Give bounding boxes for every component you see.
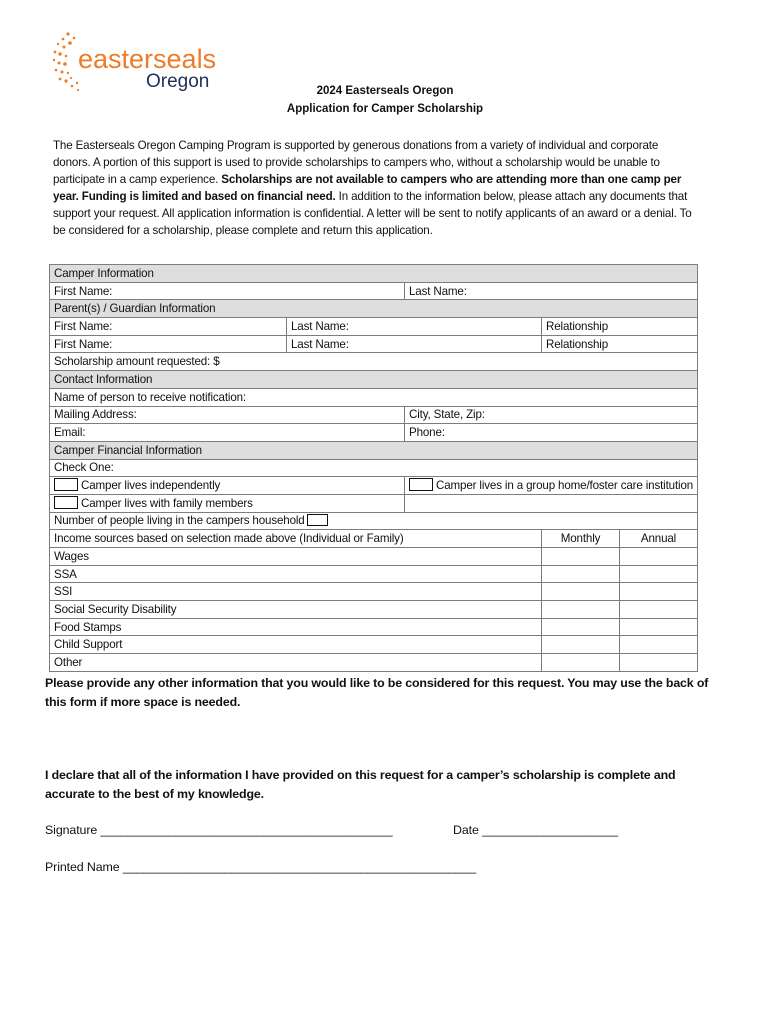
independent-label: Camper lives independently xyxy=(81,479,221,493)
income-source-label: Social Security Disability xyxy=(50,601,542,619)
income-source-rows xyxy=(50,548,698,672)
logo-region-text: Oregon xyxy=(146,71,210,92)
income-annual-cell[interactable] xyxy=(620,583,698,601)
mailing-address-field[interactable]: Mailing Address: xyxy=(50,406,405,424)
intro-text-2: In addition to the information below, please attach any documents that support your request. All application information is confidential. A letter will be sent to notify applicants of an award or a denial. To be considered for a scholarship, please complete and return this application. xyxy=(53,190,692,237)
section-contact-information: Contact Information xyxy=(50,371,698,389)
income-row xyxy=(50,583,698,601)
income-monthly-cell[interactable] xyxy=(542,548,620,566)
section-financial-information: Camper Financial Information xyxy=(50,441,698,459)
email-field[interactable]: Email: xyxy=(50,424,405,442)
document-title: 2024 Easterseals Oregon xyxy=(316,85,454,97)
intro-paragraph xyxy=(53,137,698,239)
income-monthly-cell[interactable] xyxy=(542,636,620,654)
income-annual-cell[interactable] xyxy=(620,654,698,672)
guardian2-relationship-field[interactable]: Relationship xyxy=(542,335,698,353)
income-monthly-cell[interactable] xyxy=(542,565,620,583)
monthly-header: Monthly xyxy=(542,530,620,548)
guardian1-relationship-field[interactable]: Relationship xyxy=(542,318,698,336)
signature-line[interactable]: Signature ___________________________________________ xyxy=(45,823,393,837)
intro-bold-text: Scholarships are not available to campers who are attending more than one camp per year. Funding is limited and based on financial need. xyxy=(53,173,682,203)
income-row xyxy=(50,636,698,654)
family-label: Camper lives with family members xyxy=(81,496,253,510)
scholarship-amount-field[interactable]: Scholarship amount requested: $ xyxy=(50,353,698,371)
group-home-label: Camper lives in a group home/foster care institution xyxy=(436,479,694,493)
income-source-label: Other xyxy=(50,654,542,672)
household-count-box[interactable] xyxy=(307,514,328,526)
income-source-label: SSI xyxy=(50,583,542,601)
empty-cell xyxy=(405,494,698,512)
document-subtitle: Application for Camper Scholarship xyxy=(286,103,484,115)
notification-name-field[interactable]: Name of person to receive notification: xyxy=(50,388,698,406)
income-annual-cell[interactable] xyxy=(620,548,698,566)
printed-name-line[interactable]: Printed Name ____________________________________________________ xyxy=(45,860,477,874)
sunburst-dots-icon xyxy=(53,32,79,91)
family-checkbox[interactable] xyxy=(54,496,78,509)
income-row xyxy=(50,548,698,566)
section-camper-information: Camper Information xyxy=(50,265,698,283)
camper-last-name-field[interactable]: Last Name: xyxy=(405,282,698,300)
declaration-statement: I declare that all of the information I have provided on this request for a camper’s scholarship is complete and accurate to the best of my knowledge. xyxy=(45,768,676,801)
income-source-label: SSA xyxy=(50,565,542,583)
date-line[interactable]: Date ____________________ xyxy=(453,823,618,837)
application-form-table xyxy=(49,264,698,672)
independent-checkbox[interactable] xyxy=(54,478,78,491)
guardian1-first-name-field[interactable]: First Name: xyxy=(50,318,287,336)
income-source-label: Food Stamps xyxy=(50,618,542,636)
section-guardian-information: Parent(s) / Guardian Information xyxy=(50,300,698,318)
income-monthly-cell[interactable] xyxy=(542,601,620,619)
income-annual-cell[interactable] xyxy=(620,565,698,583)
income-row xyxy=(50,565,698,583)
household-count-field[interactable] xyxy=(50,512,698,530)
income-monthly-cell[interactable] xyxy=(542,583,620,601)
guardian2-first-name-field[interactable]: First Name: xyxy=(50,335,287,353)
guardian2-last-name-field[interactable]: Last Name: xyxy=(287,335,542,353)
income-annual-cell[interactable] xyxy=(620,601,698,619)
camper-first-name-field[interactable]: First Name: xyxy=(50,282,405,300)
income-row xyxy=(50,601,698,619)
option-family[interactable] xyxy=(50,494,405,512)
income-annual-cell[interactable] xyxy=(620,618,698,636)
other-information-prompt: Please provide any other information that you would like to be considered for this request. You may use the back of this form if more space is needed. xyxy=(45,676,709,709)
check-one-label: Check One: xyxy=(50,459,698,477)
income-source-label: Child Support xyxy=(50,636,542,654)
city-state-zip-field[interactable]: City, State, Zip: xyxy=(405,406,698,424)
option-independent[interactable] xyxy=(50,477,405,495)
income-source-label: Wages xyxy=(50,548,542,566)
group-home-checkbox[interactable] xyxy=(409,478,433,491)
income-monthly-cell[interactable] xyxy=(542,654,620,672)
income-monthly-cell[interactable] xyxy=(542,618,620,636)
guardian1-last-name-field[interactable]: Last Name: xyxy=(287,318,542,336)
income-row xyxy=(50,654,698,672)
option-group-home[interactable] xyxy=(405,477,698,495)
logo-brand-text: easterseals xyxy=(78,44,217,74)
household-label: Number of people living in the campers household xyxy=(54,514,305,528)
income-annual-cell[interactable] xyxy=(620,636,698,654)
intro-text-1: The Easterseals Oregon Camping Program is supported by generous donations from a variety of individual and corporate donors. A portion of this support is used to provide scholarships to campers who, without a scholarship would be unable to participate in a camp experience. xyxy=(53,139,660,186)
income-row xyxy=(50,618,698,636)
phone-field[interactable]: Phone: xyxy=(405,424,698,442)
income-sources-header: Income sources based on selection made above (Individual or Family) xyxy=(50,530,542,548)
annual-header: Annual xyxy=(620,530,698,548)
